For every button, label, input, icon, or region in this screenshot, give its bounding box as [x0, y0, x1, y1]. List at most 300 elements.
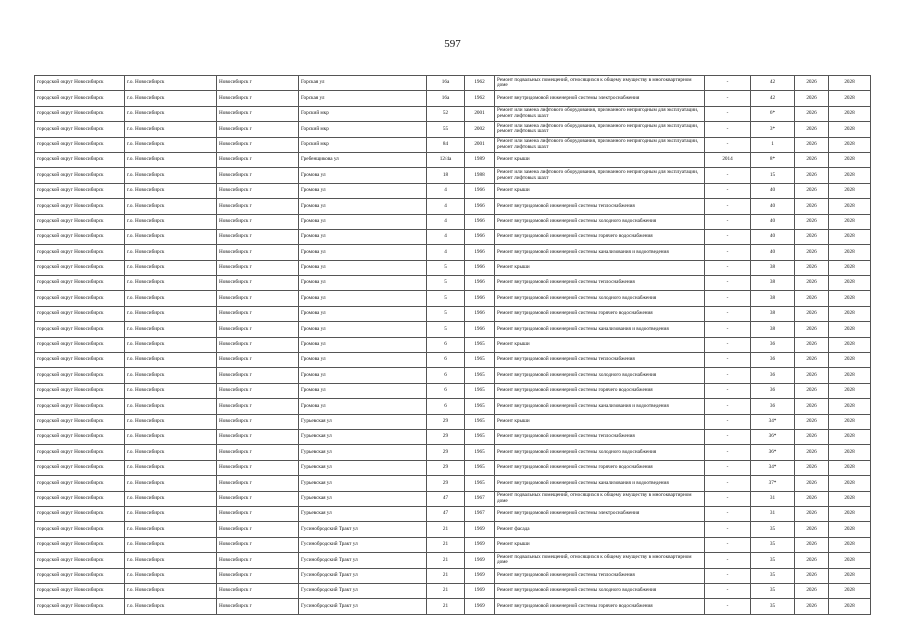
plan-end-cell: 2028 — [829, 168, 871, 183]
table-row — [35, 245, 871, 260]
last-repair-cell: - — [705, 353, 751, 368]
street-cell: Гусинобродский Тракт ул — [299, 522, 427, 537]
plan-start-cell: 2026 — [795, 276, 829, 291]
wear-cell: 35 — [751, 599, 795, 614]
plan-start-cell: 2026 — [795, 568, 829, 583]
locality-cell: Новосибирск г — [217, 491, 299, 506]
district-cell: г.о. Новосибирск — [125, 137, 217, 152]
last-repair-cell: - — [705, 168, 751, 183]
house-cell: 4 — [427, 245, 465, 260]
house-cell: 47 — [427, 506, 465, 521]
plan-start-cell: 2026 — [795, 229, 829, 244]
street-cell: Гурьевская ул — [299, 460, 427, 475]
plan-end-cell: 2028 — [829, 460, 871, 475]
wear-cell: 40 — [751, 199, 795, 214]
work-type-cell: Ремонт внутридомовой инженерной системы холодного водоснабжения — [495, 291, 705, 306]
plan-end-cell: 2028 — [829, 322, 871, 337]
street-cell: Громова ул — [299, 183, 427, 198]
plan-start-cell: 2026 — [795, 122, 829, 137]
street-cell: Громова ул — [299, 245, 427, 260]
table-row — [35, 199, 871, 214]
table-row — [35, 445, 871, 460]
municipality-cell: городской округ Новосибирск — [35, 337, 125, 352]
street-cell: Гусинобродский Тракт ул — [299, 537, 427, 552]
work-type-cell: Ремонт внутридомовой инженерной системы горячего водоснабжения — [495, 383, 705, 398]
municipality-cell: городской округ Новосибирск — [35, 599, 125, 614]
work-type-cell: Ремонт крыши — [495, 337, 705, 352]
work-type-cell: Ремонт внутридомовой инженерной системы канализования и водоотведения — [495, 245, 705, 260]
district-cell: г.о. Новосибирск — [125, 506, 217, 521]
district-cell: г.о. Новосибирск — [125, 414, 217, 429]
locality-cell: Новосибирск г — [217, 76, 299, 91]
work-type-cell: Ремонт внутридомовой инженерной системы канализования и водоотведения — [495, 476, 705, 491]
plan-end-cell: 2028 — [829, 260, 871, 275]
plan-start-cell: 2026 — [795, 152, 829, 167]
work-type-cell: Ремонт или замена лифтового оборудования, признанного непригодным для эксплуатации, ремонт лифтовых шахт — [495, 168, 705, 183]
table-row — [35, 568, 871, 583]
year-built-cell: 1966 — [465, 322, 495, 337]
work-type-cell: Ремонт крыши — [495, 537, 705, 552]
locality-cell: Новосибирск г — [217, 599, 299, 614]
locality-cell: Новосибирск г — [217, 306, 299, 321]
municipality-cell: городской округ Новосибирск — [35, 368, 125, 383]
last-repair-cell: - — [705, 306, 751, 321]
house-cell: 21 — [427, 583, 465, 598]
wear-cell: 36* — [751, 429, 795, 444]
street-cell: Гусинобродский Тракт ул — [299, 568, 427, 583]
district-cell: г.о. Новосибирск — [125, 583, 217, 598]
locality-cell: Новосибирск г — [217, 399, 299, 414]
work-type-cell: Ремонт внутридомовой инженерной системы горячего водоснабжения — [495, 306, 705, 321]
street-cell: Горская ул — [299, 91, 427, 106]
house-cell: 4 — [427, 199, 465, 214]
work-type-cell: Ремонт внутридомовой инженерной системы теплоснабжения — [495, 568, 705, 583]
municipality-cell: городской округ Новосибирск — [35, 76, 125, 91]
work-type-cell: Ремонт или замена лифтового оборудования, признанного непригодным для эксплуатации, ремонт лифтовых шахт — [495, 137, 705, 152]
district-cell: г.о. Новосибирск — [125, 491, 217, 506]
street-cell: Горская ул — [299, 76, 427, 91]
street-cell: Гурьевская ул — [299, 476, 427, 491]
locality-cell: Новосибирск г — [217, 183, 299, 198]
wear-cell: 42 — [751, 76, 795, 91]
plan-start-cell: 2026 — [795, 337, 829, 352]
municipality-cell: городской округ Новосибирск — [35, 306, 125, 321]
work-type-cell: Ремонт внутридомовой инженерной системы канализования и водоотведения — [495, 399, 705, 414]
house-cell: 6 — [427, 353, 465, 368]
table-row — [35, 306, 871, 321]
work-type-cell: Ремонт внутридомовой инженерной системы теплоснабжения — [495, 276, 705, 291]
table-row — [35, 260, 871, 275]
plan-end-cell: 2028 — [829, 245, 871, 260]
plan-end-cell: 2028 — [829, 383, 871, 398]
wear-cell: 35 — [751, 537, 795, 552]
plan-end-cell: 2028 — [829, 491, 871, 506]
last-repair-cell: - — [705, 245, 751, 260]
municipality-cell: городской округ Новосибирск — [35, 322, 125, 337]
table-row — [35, 491, 871, 506]
plan-start-cell: 2026 — [795, 368, 829, 383]
district-cell: г.о. Новосибирск — [125, 537, 217, 552]
wear-cell: 40 — [751, 183, 795, 198]
wear-cell: 15 — [751, 168, 795, 183]
last-repair-cell: - — [705, 76, 751, 91]
wear-cell: 36* — [751, 445, 795, 460]
municipality-cell: городской округ Новосибирск — [35, 214, 125, 229]
work-type-cell: Ремонт внутридомовой инженерной системы электроснабжения — [495, 506, 705, 521]
house-cell: 16а — [427, 91, 465, 106]
locality-cell: Новосибирск г — [217, 522, 299, 537]
year-built-cell: 1965 — [465, 337, 495, 352]
year-built-cell: 1965 — [465, 429, 495, 444]
locality-cell: Новосибирск г — [217, 291, 299, 306]
street-cell: Гурьевская ул — [299, 445, 427, 460]
street-cell: Громова ул — [299, 214, 427, 229]
plan-start-cell: 2026 — [795, 429, 829, 444]
plan-end-cell: 2028 — [829, 414, 871, 429]
table-row — [35, 214, 871, 229]
district-cell: г.о. Новосибирск — [125, 476, 217, 491]
wear-cell: 6* — [751, 106, 795, 121]
district-cell: г.о. Новосибирск — [125, 229, 217, 244]
year-built-cell: 1966 — [465, 306, 495, 321]
district-cell: г.о. Новосибирск — [125, 429, 217, 444]
street-cell: Горский мкр — [299, 106, 427, 121]
locality-cell: Новосибирск г — [217, 337, 299, 352]
municipality-cell: городской округ Новосибирск — [35, 229, 125, 244]
locality-cell: Новосибирск г — [217, 583, 299, 598]
house-cell: 21 — [427, 599, 465, 614]
plan-start-cell: 2026 — [795, 383, 829, 398]
street-cell: Громова ул — [299, 291, 427, 306]
last-repair-cell: - — [705, 229, 751, 244]
table-row — [35, 276, 871, 291]
plan-start-cell: 2026 — [795, 414, 829, 429]
street-cell: Гурьевская ул — [299, 414, 427, 429]
district-cell: г.о. Новосибирск — [125, 152, 217, 167]
locality-cell: Новосибирск г — [217, 168, 299, 183]
work-type-cell: Ремонт внутридомовой инженерной системы канализования и водоотведения — [495, 322, 705, 337]
house-cell: 4 — [427, 183, 465, 198]
district-cell: г.о. Новосибирск — [125, 306, 217, 321]
plan-start-cell: 2026 — [795, 137, 829, 152]
wear-cell: 42 — [751, 91, 795, 106]
locality-cell: Новосибирск г — [217, 383, 299, 398]
plan-end-cell: 2028 — [829, 76, 871, 91]
plan-end-cell: 2028 — [829, 537, 871, 552]
locality-cell: Новосибирск г — [217, 460, 299, 475]
plan-end-cell: 2028 — [829, 368, 871, 383]
locality-cell: Новосибирск г — [217, 414, 299, 429]
locality-cell: Новосибирск г — [217, 214, 299, 229]
plan-end-cell: 2028 — [829, 353, 871, 368]
last-repair-cell: - — [705, 445, 751, 460]
year-built-cell: 1989 — [465, 152, 495, 167]
district-cell: г.о. Новосибирск — [125, 445, 217, 460]
plan-start-cell: 2026 — [795, 199, 829, 214]
district-cell: г.о. Новосибирск — [125, 168, 217, 183]
district-cell: г.о. Новосибирск — [125, 106, 217, 121]
work-type-cell: Ремонт внутридомовой инженерной системы горячего водоснабжения — [495, 229, 705, 244]
locality-cell: Новосибирск г — [217, 368, 299, 383]
municipality-cell: городской округ Новосибирск — [35, 245, 125, 260]
last-repair-cell: - — [705, 291, 751, 306]
work-type-cell: Ремонт внутридомовой инженерной системы теплоснабжения — [495, 353, 705, 368]
district-cell: г.о. Новосибирск — [125, 122, 217, 137]
table-row — [35, 183, 871, 198]
year-built-cell: 1965 — [465, 445, 495, 460]
last-repair-cell: - — [705, 383, 751, 398]
municipality-cell: городской округ Новосибирск — [35, 414, 125, 429]
house-cell: 29 — [427, 476, 465, 491]
year-built-cell: 1965 — [465, 383, 495, 398]
plan-end-cell: 2028 — [829, 553, 871, 568]
district-cell: г.о. Новосибирск — [125, 199, 217, 214]
municipality-cell: городской округ Новосибирск — [35, 353, 125, 368]
locality-cell: Новосибирск г — [217, 506, 299, 521]
plan-end-cell: 2028 — [829, 445, 871, 460]
district-cell: г.о. Новосибирск — [125, 353, 217, 368]
locality-cell: Новосибирск г — [217, 276, 299, 291]
district-cell: г.о. Новосибирск — [125, 276, 217, 291]
locality-cell: Новосибирск г — [217, 229, 299, 244]
house-cell: 12/4а — [427, 152, 465, 167]
municipality-cell: городской округ Новосибирск — [35, 445, 125, 460]
wear-cell: 38 — [751, 276, 795, 291]
house-cell: 6 — [427, 383, 465, 398]
street-cell: Гребенщикова ул — [299, 152, 427, 167]
municipality-cell: городской округ Новосибирск — [35, 583, 125, 598]
table-row — [35, 337, 871, 352]
last-repair-cell: - — [705, 522, 751, 537]
street-cell: Гусинобродский Тракт ул — [299, 583, 427, 598]
wear-cell: 36 — [751, 337, 795, 352]
wear-cell: 1 — [751, 137, 795, 152]
district-cell: г.о. Новосибирск — [125, 568, 217, 583]
district-cell: г.о. Новосибирск — [125, 322, 217, 337]
street-cell: Громова ул — [299, 399, 427, 414]
last-repair-cell: - — [705, 414, 751, 429]
street-cell: Громова ул — [299, 276, 427, 291]
table-row — [35, 122, 871, 137]
district-cell: г.о. Новосибирск — [125, 460, 217, 475]
last-repair-cell: - — [705, 260, 751, 275]
table-row — [35, 399, 871, 414]
house-cell: 5 — [427, 260, 465, 275]
municipality-cell: городской округ Новосибирск — [35, 460, 125, 475]
wear-cell: 36 — [751, 399, 795, 414]
house-cell: 21 — [427, 553, 465, 568]
last-repair-cell: - — [705, 491, 751, 506]
work-type-cell: Ремонт или замена лифтового оборудования, признанного непригодным для эксплуатации, ремонт лифтовых шахт — [495, 106, 705, 121]
house-cell: 6 — [427, 368, 465, 383]
house-cell: 5 — [427, 276, 465, 291]
municipality-cell: городской округ Новосибирск — [35, 429, 125, 444]
year-built-cell: 1967 — [465, 506, 495, 521]
street-cell: Горский мкр — [299, 137, 427, 152]
street-cell: Громова ул — [299, 383, 427, 398]
plan-end-cell: 2028 — [829, 122, 871, 137]
plan-start-cell: 2026 — [795, 214, 829, 229]
district-cell: г.о. Новосибирск — [125, 599, 217, 614]
table-row — [35, 168, 871, 183]
plan-end-cell: 2028 — [829, 306, 871, 321]
work-type-cell: Ремонт внутридомовой инженерной системы горячего водоснабжения — [495, 599, 705, 614]
work-type-cell: Ремонт подвальных помещений, относящихся к общему имуществу в многоквартирном доме — [495, 76, 705, 91]
year-built-cell: 1965 — [465, 353, 495, 368]
plan-start-cell: 2026 — [795, 322, 829, 337]
municipality-cell: городской округ Новосибирск — [35, 199, 125, 214]
table-row — [35, 537, 871, 552]
plan-end-cell: 2028 — [829, 291, 871, 306]
last-repair-cell: - — [705, 460, 751, 475]
table-row — [35, 476, 871, 491]
last-repair-cell: - — [705, 399, 751, 414]
work-type-cell: Ремонт или замена лифтового оборудования, признанного непригодным для эксплуатации, ремонт лифтовых шахт — [495, 122, 705, 137]
plan-start-cell: 2026 — [795, 537, 829, 552]
year-built-cell: 1969 — [465, 522, 495, 537]
district-cell: г.о. Новосибирск — [125, 91, 217, 106]
last-repair-cell: - — [705, 199, 751, 214]
municipality-cell: городской округ Новосибирск — [35, 106, 125, 121]
last-repair-cell: - — [705, 337, 751, 352]
municipality-cell: городской округ Новосибирск — [35, 491, 125, 506]
wear-cell: 38 — [751, 306, 795, 321]
table-row — [35, 383, 871, 398]
plan-end-cell: 2028 — [829, 506, 871, 521]
street-cell: Громова ул — [299, 337, 427, 352]
table-row — [35, 429, 871, 444]
municipality-cell: городской округ Новосибирск — [35, 122, 125, 137]
wear-cell: 35 — [751, 583, 795, 598]
district-cell: г.о. Новосибирск — [125, 214, 217, 229]
table-row — [35, 322, 871, 337]
wear-cell: 38 — [751, 260, 795, 275]
plan-end-cell: 2028 — [829, 137, 871, 152]
house-cell: 21 — [427, 522, 465, 537]
work-type-cell: Ремонт подвальных помещений, относящихся к общему имуществу в многоквартирном доме — [495, 553, 705, 568]
year-built-cell: 1965 — [465, 368, 495, 383]
year-built-cell: 1965 — [465, 399, 495, 414]
wear-cell: 40 — [751, 214, 795, 229]
municipality-cell: городской округ Новосибирск — [35, 568, 125, 583]
district-cell: г.о. Новосибирск — [125, 260, 217, 275]
table-row — [35, 553, 871, 568]
street-cell: Громова ул — [299, 199, 427, 214]
plan-end-cell: 2028 — [829, 429, 871, 444]
street-cell: Гурьевская ул — [299, 491, 427, 506]
plan-end-cell: 2028 — [829, 91, 871, 106]
locality-cell: Новосибирск г — [217, 122, 299, 137]
year-built-cell: 1965 — [465, 414, 495, 429]
year-built-cell: 1988 — [465, 168, 495, 183]
year-built-cell: 1967 — [465, 491, 495, 506]
last-repair-cell: - — [705, 122, 751, 137]
last-repair-cell: 2014 — [705, 152, 751, 167]
work-type-cell: Ремонт внутридомовой инженерной системы холодного водоснабжения — [495, 445, 705, 460]
wear-cell: 36 — [751, 383, 795, 398]
wear-cell: 36 — [751, 368, 795, 383]
wear-cell: 38 — [751, 322, 795, 337]
plan-start-cell: 2026 — [795, 106, 829, 121]
house-cell: 52 — [427, 106, 465, 121]
plan-start-cell: 2026 — [795, 553, 829, 568]
wear-cell: 34* — [751, 460, 795, 475]
year-built-cell: 2002 — [465, 122, 495, 137]
capital-repair-table — [34, 75, 871, 615]
table-body — [35, 76, 871, 615]
year-built-cell: 1969 — [465, 568, 495, 583]
municipality-cell: городской округ Новосибирск — [35, 152, 125, 167]
plan-start-cell: 2026 — [795, 476, 829, 491]
street-cell: Громова ул — [299, 229, 427, 244]
street-cell: Гурьевская ул — [299, 429, 427, 444]
wear-cell: 31 — [751, 506, 795, 521]
municipality-cell: городской округ Новосибирск — [35, 168, 125, 183]
street-cell: Гусинобродский Тракт ул — [299, 599, 427, 614]
house-cell: 6 — [427, 337, 465, 352]
plan-start-cell: 2026 — [795, 506, 829, 521]
wear-cell: 38 — [751, 291, 795, 306]
year-built-cell: 1965 — [465, 476, 495, 491]
street-cell: Громова ул — [299, 322, 427, 337]
year-built-cell: 1962 — [465, 91, 495, 106]
municipality-cell: городской округ Новосибирск — [35, 137, 125, 152]
district-cell: г.о. Новосибирск — [125, 553, 217, 568]
house-cell: 6 — [427, 399, 465, 414]
house-cell: 4 — [427, 229, 465, 244]
house-cell: 5 — [427, 291, 465, 306]
municipality-cell: городской округ Новосибирск — [35, 183, 125, 198]
table-row — [35, 522, 871, 537]
locality-cell: Новосибирск г — [217, 152, 299, 167]
year-built-cell: 2001 — [465, 137, 495, 152]
street-cell: Громова ул — [299, 306, 427, 321]
year-built-cell: 1966 — [465, 260, 495, 275]
locality-cell: Новосибирск г — [217, 260, 299, 275]
plan-start-cell: 2026 — [795, 260, 829, 275]
house-cell: 5 — [427, 322, 465, 337]
plan-start-cell: 2026 — [795, 583, 829, 598]
wear-cell: 40 — [751, 245, 795, 260]
district-cell: г.о. Новосибирск — [125, 399, 217, 414]
plan-start-cell: 2026 — [795, 522, 829, 537]
work-type-cell: Ремонт фасада — [495, 522, 705, 537]
street-cell: Громова ул — [299, 353, 427, 368]
plan-end-cell: 2028 — [829, 199, 871, 214]
table-row — [35, 291, 871, 306]
last-repair-cell: - — [705, 429, 751, 444]
table-row — [35, 583, 871, 598]
locality-cell: Новосибирск г — [217, 353, 299, 368]
municipality-cell: городской округ Новосибирск — [35, 260, 125, 275]
street-cell: Гурьевская ул — [299, 506, 427, 521]
last-repair-cell: - — [705, 506, 751, 521]
locality-cell: Новосибирск г — [217, 568, 299, 583]
table-row — [35, 91, 871, 106]
year-built-cell: 1966 — [465, 199, 495, 214]
table-row — [35, 76, 871, 91]
house-cell: 84 — [427, 137, 465, 152]
last-repair-cell: - — [705, 476, 751, 491]
locality-cell: Новосибирск г — [217, 445, 299, 460]
municipality-cell: городской округ Новосибирск — [35, 553, 125, 568]
house-cell: 29 — [427, 414, 465, 429]
wear-cell: 34* — [751, 414, 795, 429]
locality-cell: Новосибирск г — [217, 91, 299, 106]
plan-start-cell: 2026 — [795, 183, 829, 198]
wear-cell: 36 — [751, 353, 795, 368]
house-cell: 5 — [427, 306, 465, 321]
